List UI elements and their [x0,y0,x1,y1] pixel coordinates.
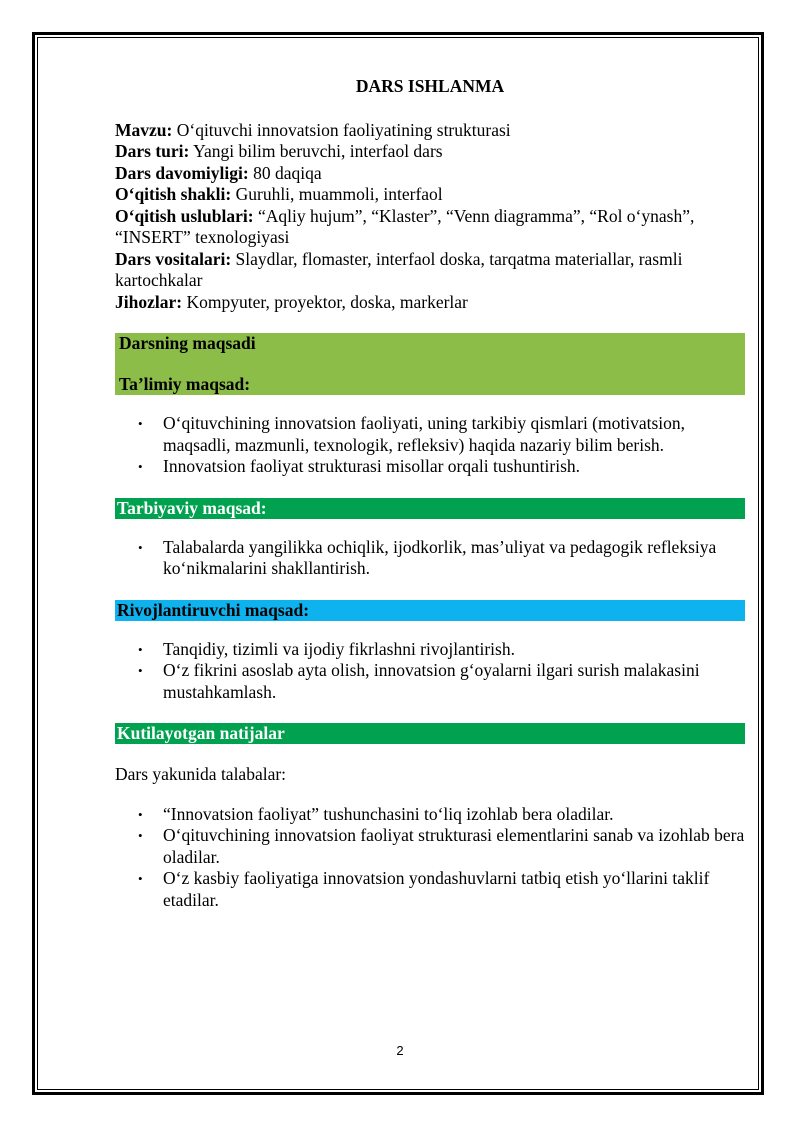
lesson-meta [115,120,745,314]
list-item: • O‘z fikrini asoslab ayta olish, innovatsion g‘oyalarni ilgari surish malakasini mustahkamlash. [138,660,700,702]
educational-goal-heading: Ta’limiy maqsad: [119,374,251,394]
list-item: • Tanqidiy, tizimli va ijodiy fikrlashni rivojlantirish. [138,638,515,659]
page-number: 2 [396,1043,404,1058]
meta-form: O‘qitish shakli: Guruhli, muammoli, interfaol [115,184,443,204]
educational-goal-list [115,413,745,478]
list-item: • Innovatsion faoliyat strukturasi misollar orqali tushuntirish. [138,456,581,476]
document-body [115,76,745,911]
results-list [115,804,745,912]
meta-methods: O‘qitish uslublari: “Aqliy hujum”, “Klaster”, “Venn diagramma”, “Rol o‘ynash”, “INSERT” texnologiyasi [115,205,695,247]
developmental-goal-list [115,639,745,704]
meta-tools: Dars vositalari: Slaydlar, flomaster, interfaol doska, tarqatma materiallar, rasmli kartochkalar [115,248,683,290]
list-item: • O‘qituvchining innovatsion faoliyati, uning tarkibiy qismlari (motivatsion, maqsadli, mazmunli, texnologik, refleksiv) haqida nazariy bilim berish. [138,413,686,455]
upbringing-goal-list [115,537,745,580]
goal-heading: Darsning maqsadi [119,333,256,353]
list-item: • Talabalarda yangilikka ochiqlik, ijodkorlik, mas’uliyat va pedagogik refleksiya ko‘nikmalarini shakllantirish. [138,536,717,578]
meta-topic: Mavzu: O‘qituvchi innovatsion faoliyatining strukturasi [115,119,511,140]
list-item: • O‘z kasbiy faoliyatiga innovatsion yondashuvlarni tatbiq etish yo‘llarini taklif etadilar. [138,868,710,910]
results-intro: Dars yakunida talabalar: [115,764,287,784]
document-title: DARS ISHLANMA [355,76,505,96]
developmental-goal-heading: Rivojlantiruvchi maqsad: [115,600,745,621]
meta-lesson-type: Dars turi: Yangi bilim beruvchi, interfaol dars [115,141,443,161]
meta-duration: Dars davomiyligi: 80 daqiqa [115,162,322,183]
list-item: • “Innovatsion faoliyat” tushunchasini to‘liq izohlab bera oladilar. [138,803,614,824]
meta-equipment: Jihozlar: Kompyuter, proyektor, doska, markerlar [115,291,468,312]
goal-heading-band [115,333,745,395]
results-heading: Kutilayotgan natijalar [115,723,745,744]
list-item: • O‘qituvchining innovatsion faoliyat strukturasi elementlarini sanab va izohlab bera oladilar. [138,825,745,867]
upbringing-goal-heading: Tarbiyaviy maqsad: [115,498,745,519]
